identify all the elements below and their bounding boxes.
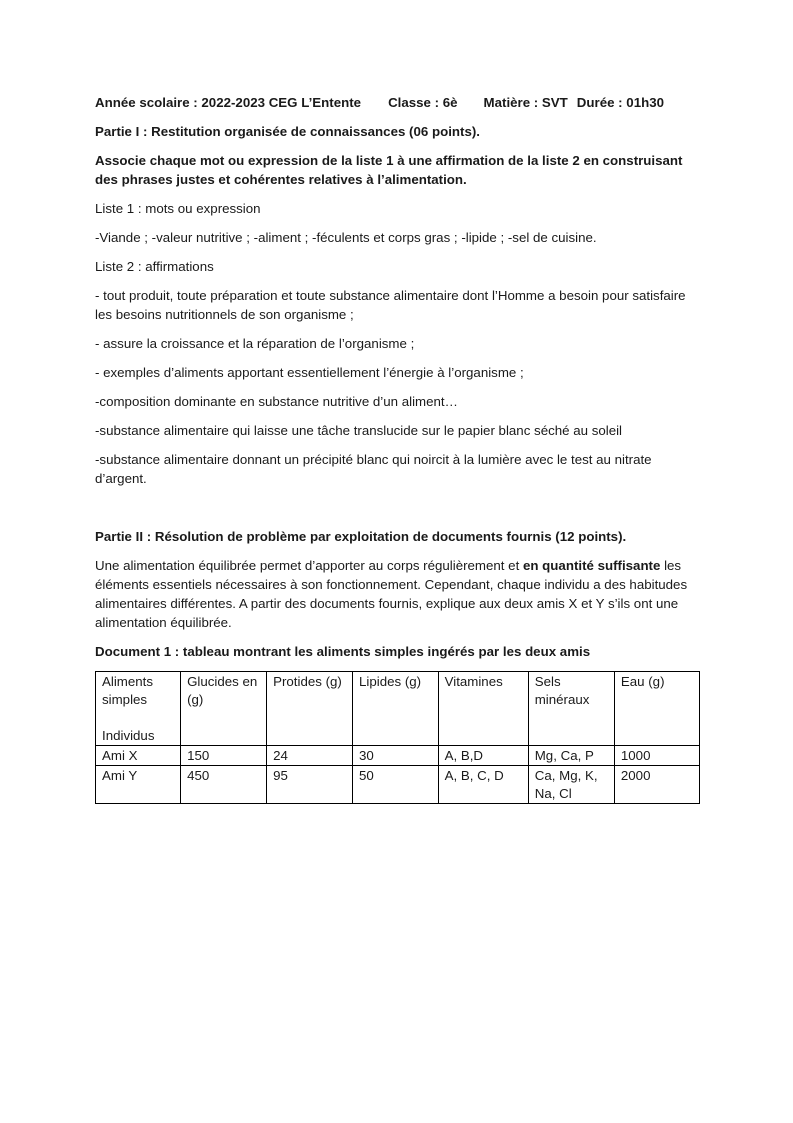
table-cell: Ami X bbox=[96, 746, 181, 766]
list2-title: Liste 2 : affirmations bbox=[95, 259, 214, 274]
food-table bbox=[95, 671, 700, 804]
table-header-cell: Glucides en (g) bbox=[181, 672, 267, 746]
table-cell: A, B, C, D bbox=[438, 766, 528, 804]
list2-item: -substance alimentaire qui laisse une tâche translucide sur le papier blanc séché au soleil bbox=[95, 423, 623, 438]
table-cell: 50 bbox=[353, 766, 439, 804]
list2-item: - exemples d’aliments apportant essentiellement l’énergie à l’organisme ; bbox=[95, 365, 524, 380]
table-cell: 450 bbox=[181, 766, 267, 804]
table-cell: 2000 bbox=[614, 766, 699, 804]
table-cell: Mg, Ca, P bbox=[528, 746, 614, 766]
table-header-cell: Sels minéraux bbox=[528, 672, 614, 746]
table-row bbox=[96, 766, 700, 804]
table-cell: Ami Y bbox=[96, 766, 181, 804]
table-cell: 24 bbox=[267, 746, 353, 766]
list1-title: Liste 1 : mots ou expression bbox=[95, 201, 261, 216]
class-label: Classe : 6è bbox=[388, 95, 458, 110]
table-header-cell: Protides (g) bbox=[267, 672, 353, 746]
list2-item: -composition dominante en substance nutritive d’un aliment… bbox=[95, 394, 458, 409]
part2-title: Partie II : Résolution de problème par exploitation de documents fournis (12 points). bbox=[95, 529, 627, 544]
part1-title: Partie I : Restitution organisée de connaissances (06 points). bbox=[95, 124, 480, 139]
part2-paragraph bbox=[95, 556, 701, 632]
para-text-bold: en quantité suffisante bbox=[522, 558, 661, 573]
para-text-start: Une alimentation équilibrée permet d’apporter au corps régulièrement et bbox=[95, 558, 523, 573]
exam-header bbox=[95, 93, 701, 112]
list2-item: - tout produit, toute préparation et toute substance alimentaire dont l’Homme a besoin pour satisfaire les besoins nutritionnels de son organisme ; bbox=[95, 288, 686, 322]
table-header-row bbox=[96, 672, 700, 746]
list1-items: -Viande ; -valeur nutritive ; -aliment ; -féculents et corps gras ; -lipide ; -sel de cuisine. bbox=[95, 230, 597, 245]
table-row bbox=[96, 746, 700, 766]
table-cell: A, B,D bbox=[438, 746, 528, 766]
document1-title: Document 1 : tableau montrant les aliments simples ingérés par les deux amis bbox=[95, 644, 591, 659]
table-header-cell: Vitamines bbox=[438, 672, 528, 746]
school-year: Année scolaire : 2022-2023 CEG L’Entente bbox=[95, 95, 362, 110]
table-header-cell: Lipides (g) bbox=[353, 672, 439, 746]
table-header-cell: Aliments simples Individus bbox=[96, 672, 181, 746]
list2-item: - assure la croissance et la réparation de l’organisme ; bbox=[95, 336, 415, 351]
table-cell: 150 bbox=[181, 746, 267, 766]
table-cell: 30 bbox=[353, 746, 439, 766]
table-cell: Ca, Mg, K, Na, Cl bbox=[528, 766, 614, 804]
duration-label: Durée : 01h30 bbox=[576, 95, 665, 110]
list2-item: -substance alimentaire donnant un précipité blanc qui noircit à la lumière avec le test au nitrate d’argent. bbox=[95, 452, 652, 486]
table-cell: 1000 bbox=[614, 746, 699, 766]
table-cell: 95 bbox=[267, 766, 353, 804]
para-text-end: les éléments essentiels nécessaires à son fonctionnement. Cependant, chaque individu a des habitudes alimentaires différentes. A partir des documents fournis, explique aux deux amis X et Y s’ils ont une alimentation équilibrée. bbox=[95, 558, 688, 630]
subject-label: Matière : SVT bbox=[483, 95, 568, 110]
exam-sheet bbox=[95, 93, 701, 804]
part1-instruction: Associe chaque mot ou expression de la liste 1 à une affirmation de la liste 2 en construisant des phrases justes et cohérentes relatives à l’alimentation. bbox=[95, 153, 683, 187]
table-header-cell: Eau (g) bbox=[614, 672, 699, 746]
